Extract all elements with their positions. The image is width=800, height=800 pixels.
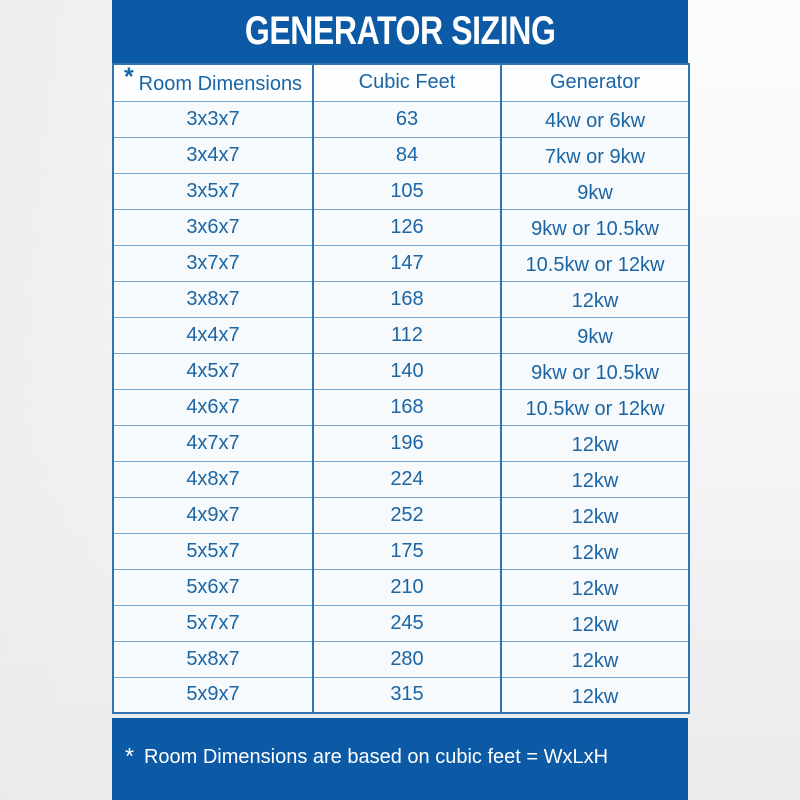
- cubic-feet-cell: 196: [313, 425, 501, 461]
- room-dimensions-cell: 4x5x7: [113, 353, 313, 389]
- generator-cell: 7kw or 9kw: [501, 137, 689, 173]
- column-header-room-dimensions: [113, 64, 313, 101]
- table-row: [113, 101, 689, 137]
- generator-cell: 12kw: [501, 281, 689, 317]
- room-dimensions-cell: 5x5x7: [113, 533, 313, 569]
- table-row: [113, 641, 689, 677]
- generator-sizing-sheet: [112, 0, 688, 800]
- generator-cell: 4kw or 6kw: [501, 101, 689, 137]
- table-row: [113, 137, 689, 173]
- generator-cell: 12kw: [501, 533, 689, 569]
- room-dimensions-cell: 3x4x7: [113, 137, 313, 173]
- cubic-feet-cell: 168: [313, 389, 501, 425]
- room-dimensions-cell: 4x8x7: [113, 461, 313, 497]
- generator-cell: 9kw: [501, 317, 689, 353]
- cubic-feet-cell: 140: [313, 353, 501, 389]
- table-row: [113, 533, 689, 569]
- table-row: [113, 245, 689, 281]
- room-dimensions-cell: 5x7x7: [113, 605, 313, 641]
- generator-cell: 10.5kw or 12kw: [501, 245, 689, 281]
- table-row: [113, 209, 689, 245]
- table-row: [113, 605, 689, 641]
- table-header-row: [113, 64, 689, 101]
- footnote-text: Room Dimensions are based on cubic feet = WxLxH: [143, 746, 609, 768]
- generator-cell: 9kw or 10.5kw: [501, 353, 689, 389]
- cubic-feet-cell: 245: [313, 605, 501, 641]
- table-row: [113, 317, 689, 353]
- generator-cell: 12kw: [501, 569, 689, 605]
- header-asterisk-marker: *: [123, 64, 134, 92]
- generator-cell: 12kw: [501, 497, 689, 533]
- footnote-asterisk-marker: *: [125, 743, 134, 769]
- table-row: [113, 461, 689, 497]
- room-dimensions-cell: 3x6x7: [113, 209, 313, 245]
- table-row: [113, 677, 689, 713]
- cubic-feet-cell: 126: [313, 209, 501, 245]
- cubic-feet-cell: 315: [313, 677, 501, 713]
- title-banner: [112, 0, 688, 63]
- room-dimensions-cell: 5x8x7: [113, 641, 313, 677]
- generator-cell: 12kw: [501, 641, 689, 677]
- cubic-feet-cell: 147: [313, 245, 501, 281]
- generator-sizing-table: [112, 63, 690, 714]
- room-dimensions-cell: 3x3x7: [113, 101, 313, 137]
- room-dimensions-cell: 5x9x7: [113, 677, 313, 713]
- page-title: GENERATOR SIZING: [244, 9, 556, 53]
- cubic-feet-cell: 280: [313, 641, 501, 677]
- cubic-feet-cell: 105: [313, 173, 501, 209]
- generator-cell: 10.5kw or 12kw: [501, 389, 689, 425]
- cubic-feet-cell: 112: [313, 317, 501, 353]
- cubic-feet-cell: 224: [313, 461, 501, 497]
- footnote-banner: [112, 718, 688, 800]
- room-dimensions-cell: 4x9x7: [113, 497, 313, 533]
- generator-cell: 12kw: [501, 605, 689, 641]
- cubic-feet-cell: 84: [313, 137, 501, 173]
- table-row: [113, 173, 689, 209]
- room-dimensions-cell: 3x7x7: [113, 245, 313, 281]
- column-header-room-dimensions-label: Room Dimensions: [138, 73, 303, 96]
- table-row: [113, 281, 689, 317]
- room-dimensions-cell: 4x7x7: [113, 425, 313, 461]
- table-row: [113, 497, 689, 533]
- column-header-cubic-feet: Cubic Feet: [313, 64, 501, 101]
- generator-cell: 9kw: [501, 173, 689, 209]
- cubic-feet-cell: 168: [313, 281, 501, 317]
- generator-cell: 12kw: [501, 461, 689, 497]
- cubic-feet-cell: 252: [313, 497, 501, 533]
- room-dimensions-cell: 5x6x7: [113, 569, 313, 605]
- cubic-feet-cell: 63: [313, 101, 501, 137]
- column-header-generator: Generator: [501, 64, 689, 101]
- table-row: [113, 569, 689, 605]
- generator-cell: 9kw or 10.5kw: [501, 209, 689, 245]
- cubic-feet-cell: 210: [313, 569, 501, 605]
- table-row: [113, 425, 689, 461]
- room-dimensions-cell: 3x8x7: [113, 281, 313, 317]
- generator-cell: 12kw: [501, 425, 689, 461]
- cubic-feet-cell: 175: [313, 533, 501, 569]
- room-dimensions-cell: 3x5x7: [113, 173, 313, 209]
- room-dimensions-cell: 4x4x7: [113, 317, 313, 353]
- room-dimensions-cell: 4x6x7: [113, 389, 313, 425]
- generator-cell: 12kw: [501, 677, 689, 713]
- table-row: [113, 389, 689, 425]
- table-row: [113, 353, 689, 389]
- table-body: [113, 101, 689, 713]
